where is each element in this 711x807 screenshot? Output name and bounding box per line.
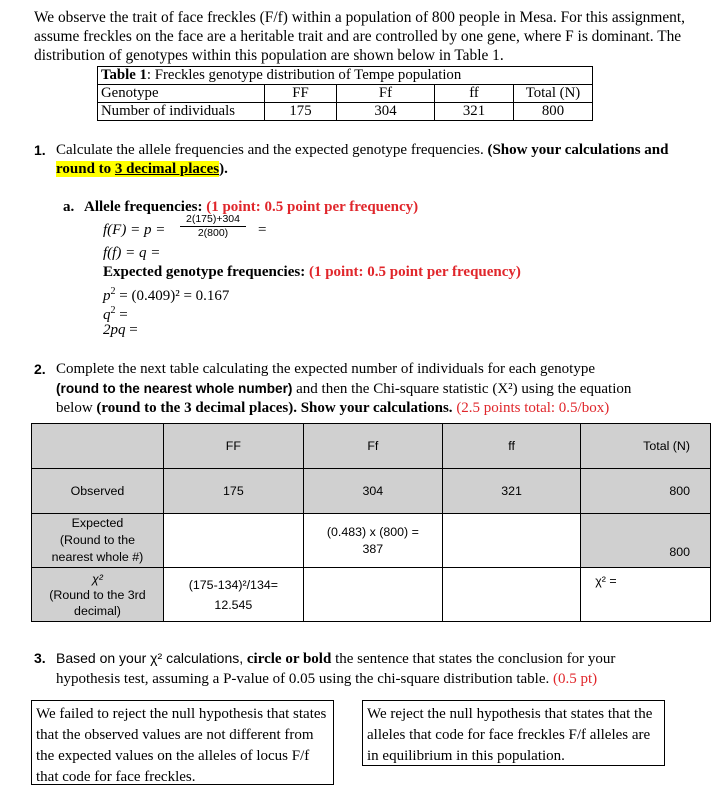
- table2-header: ff: [442, 424, 580, 469]
- table1-cell: 304: [337, 103, 435, 121]
- table1-cell: Genotype: [98, 85, 265, 103]
- observed-cell: 800: [581, 469, 711, 514]
- expected-frequency-heading: Expected genotype frequencies: (1 point: 0.5 point per frequency): [103, 264, 521, 280]
- ff-formula: f(f) = q =: [103, 245, 161, 261]
- expected-cell-ff[interactable]: [442, 514, 580, 568]
- chi-cell-FF[interactable]: (175-134)²/134= 12.545: [163, 568, 303, 622]
- table1-cell: Number of individuals: [98, 103, 265, 121]
- chi-cell-Ff[interactable]: [303, 568, 442, 622]
- table2-header: FF: [163, 424, 303, 469]
- two-pq-line: 2pq =: [103, 322, 138, 338]
- table1-cell: Ff: [337, 85, 435, 103]
- chi-square-label: χ² (Round to the 3rd decimal): [32, 568, 164, 622]
- table1-cell: ff: [435, 85, 514, 103]
- chi-square-table: [31, 423, 711, 622]
- expected-label: Expected (Round to the nearest whole #): [32, 514, 164, 568]
- observed-cell: 175: [163, 469, 303, 514]
- fF-equals: =: [258, 222, 267, 238]
- table2-header: [32, 424, 164, 469]
- table2-header: Ff: [303, 424, 442, 469]
- observed-cell: 304: [303, 469, 442, 514]
- table1-cell: 175: [265, 103, 337, 121]
- chi-cell-ff[interactable]: [442, 568, 580, 622]
- question-3: 3. Based on your χ² calculations, circle or bold the sentence that states the conclusion for your hypothesis test, assuming a P-value of 0.05 using the chi-square distribution table. (0.5 pt): [34, 650, 616, 687]
- expected-cell-FF[interactable]: [163, 514, 303, 568]
- question-2: 2. Complete the next table calculating the expected number of individuals for each genotype (round to the nearest whole number) and then the Chi-square statistic (X²) using the equation below (round to the 3 decimal places). Show your calculations. (2.5 points total: 0.5/box): [34, 361, 632, 416]
- fF-fraction: 2(175)+304 2(800): [180, 213, 246, 240]
- fF-formula: f(F) = p =: [103, 222, 166, 238]
- chi-total-cell[interactable]: χ² =: [581, 568, 711, 622]
- expected-cell-Ff[interactable]: (0.483) x (800) = 387: [303, 514, 442, 568]
- q-squared-line: $q^2$ =: [103, 305, 128, 323]
- conclusion-option-reject[interactable]: We reject the null hypothesis that states that the alleles that code for face freckles F/f alleles are in equilibrium in this population.: [362, 700, 665, 766]
- genotype-table: [97, 66, 593, 121]
- p-squared-line: $p^2 = (0.409)^2 = 0.167$: [103, 286, 230, 304]
- table2-header: Total (N): [581, 424, 711, 469]
- question-number: 3.: [34, 650, 46, 666]
- table1-cell: Total (N): [514, 85, 593, 103]
- table1-title: Table 1: Freckles genotype distribution of Tempe population: [98, 67, 593, 85]
- table1-cell: FF: [265, 85, 337, 103]
- table1-cell: 800: [514, 103, 593, 121]
- allele-frequency-heading: a. Allele frequencies: (1 point: 0.5 point per frequency): [63, 199, 419, 215]
- observed-label: Observed: [32, 469, 164, 514]
- table1-cell: 321: [435, 103, 514, 121]
- question-number: 2.: [34, 361, 46, 377]
- intro-paragraph: We observe the trait of face freckles (F/f) within a population of 800 people in Mesa. For this assignment, assume freckles on the face are a heritable trait and are controlled by one gene, where F is dominant. The distribution of genotypes within this population are shown below in Table 1.: [34, 9, 685, 64]
- question-1: 1. Calculate the allele frequencies and the expected genotype frequencies. (Show your calculations and round to 3 decimal places).: [34, 142, 669, 177]
- conclusion-option-fail-to-reject[interactable]: We failed to reject the null hypothesis that states that the observed values are not different from the expected values on the alleles of locus F/f that code for face freckles.: [31, 700, 334, 785]
- observed-cell: 321: [442, 469, 580, 514]
- expected-total: 800: [581, 514, 711, 568]
- question-number: 1.: [34, 142, 46, 158]
